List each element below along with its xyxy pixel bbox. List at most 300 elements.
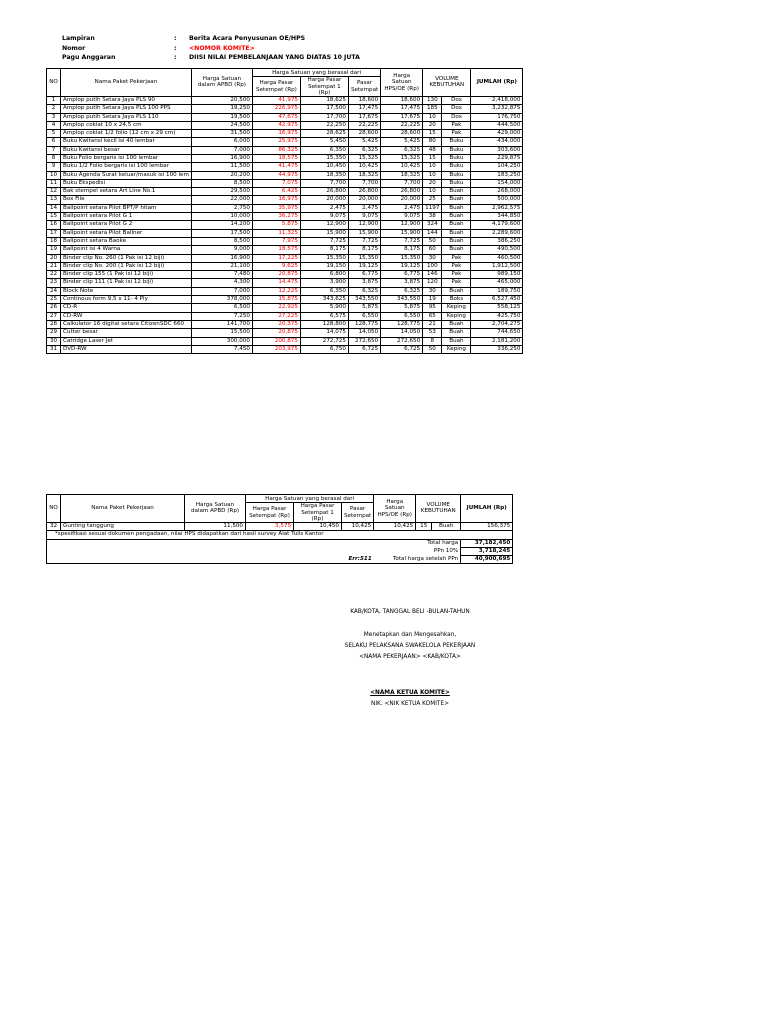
item-name: Amplop coklat 10 x 24,5 cm xyxy=(61,121,192,129)
total-price: 465,000 xyxy=(471,279,523,287)
market-price: 17,225 xyxy=(252,254,300,262)
nomor-label: Nomor xyxy=(62,44,86,52)
apbd-price: 7,000 xyxy=(191,146,252,154)
hps-price: 15,900 xyxy=(381,229,423,237)
market-price: 15,875 xyxy=(252,296,300,304)
approval-line-2: SELAKU PELAKSANA SWAKELOLA PEKERJAAN xyxy=(344,643,476,649)
hps-price: 7,725 xyxy=(381,237,423,245)
quantity: 25 xyxy=(423,196,442,204)
item-name: Amplop putih Setara Jaya PLS 90 xyxy=(61,96,192,104)
table-row xyxy=(47,329,523,337)
after-ppn-value: 40,900,695 xyxy=(461,556,513,564)
market-price: 47,675 xyxy=(252,113,300,121)
col-no: NO xyxy=(47,69,61,97)
market-price-1: 10,450 xyxy=(294,522,342,530)
quantity: 38 xyxy=(423,213,442,221)
total-value: 37,182,450 xyxy=(461,539,513,547)
apbd-price: 22,000 xyxy=(191,196,252,204)
item-name: Binder clip No. 260 (1 Pak isi 12 biji) xyxy=(61,254,192,262)
total-price: 183,250 xyxy=(471,171,523,179)
item-name: DVD-RW xyxy=(61,345,192,353)
unit: Buah xyxy=(442,320,471,328)
market-price-2: 6,325 xyxy=(348,146,380,154)
total-price: 176,750 xyxy=(471,113,523,121)
row-no: 25 xyxy=(47,296,61,304)
market-price-2: 28,600 xyxy=(348,130,380,138)
col-pasar1: Harga Pasar Setempat 1 (Rp) xyxy=(294,503,342,523)
total-price: 386,250 xyxy=(471,237,523,245)
quantity: 95 xyxy=(423,304,442,312)
row-no: 11 xyxy=(47,179,61,187)
total-price: 2,289,600 xyxy=(471,229,523,237)
total-label: Total harga xyxy=(427,539,459,546)
market-price: 18,575 xyxy=(252,154,300,162)
col-jumlah: JUMLAH (Rp) xyxy=(461,495,513,523)
total-price: 4,179,600 xyxy=(471,221,523,229)
hps-price: 6,550 xyxy=(381,312,423,320)
market-price-2: 12,900 xyxy=(348,221,380,229)
market-price: 5,875 xyxy=(252,221,300,229)
quantity: 30 xyxy=(423,254,442,262)
item-name: Block Note xyxy=(61,287,192,295)
item-name: CD-R xyxy=(61,304,192,312)
items-body-2 xyxy=(47,522,513,530)
table-row xyxy=(47,287,523,295)
quantity: 15 xyxy=(423,130,442,138)
col-pasar: Harga Pasar Setempat (Rp) xyxy=(246,503,294,523)
item-name: Buku Ekspedisi xyxy=(61,179,192,187)
total-price: 189,750 xyxy=(471,287,523,295)
market-price-1: 12,900 xyxy=(300,221,348,229)
hps-price: 5,875 xyxy=(381,304,423,312)
unit: Dos xyxy=(442,105,471,113)
market-price: 7,075 xyxy=(252,179,300,187)
items-table xyxy=(46,68,523,354)
table-row xyxy=(47,271,523,279)
apbd-price: 11,500 xyxy=(191,163,252,171)
market-price-2: 10,425 xyxy=(342,522,374,530)
item-name: Binder clip 111 (1 Pak isi 12 biji) xyxy=(61,279,192,287)
row-no: 27 xyxy=(47,312,61,320)
hps-price: 15,350 xyxy=(381,254,423,262)
quantity: 8 xyxy=(423,337,442,345)
quantity: 324 xyxy=(423,221,442,229)
row-no: 8 xyxy=(47,154,61,162)
item-name: Amplop putih Setara Jaya PLS 110 xyxy=(61,113,192,121)
item-name: Gunting tanggung xyxy=(61,522,185,530)
lampiran-value: Berita Acara Penyusunan OE/HPS xyxy=(189,35,306,42)
hps-price: 2,475 xyxy=(381,204,423,212)
total-price: 744,650 xyxy=(471,329,523,337)
apbd-price: 141,700 xyxy=(191,320,252,328)
market-price-1: 5,900 xyxy=(300,304,348,312)
lampiran-row xyxy=(62,34,360,44)
quantity: 120 xyxy=(423,279,442,287)
market-price: 203,975 xyxy=(252,345,300,353)
item-name: Continous form 9,5 x 11- 4 Ply xyxy=(61,296,192,304)
quantity: 50 xyxy=(423,345,442,353)
quantity: 10 xyxy=(423,171,442,179)
hps-price: 20,000 xyxy=(381,196,423,204)
quantity: 10 xyxy=(423,188,442,196)
item-name: Bak stempel setara Art Line No.1 xyxy=(61,188,192,196)
table-row xyxy=(47,213,523,221)
quantity: 60 xyxy=(423,246,442,254)
unit: Buku xyxy=(442,163,471,171)
market-price-2: 17,475 xyxy=(348,105,380,113)
item-name: Binder clip No. 200 (1 Pak isi 12 biji) xyxy=(61,262,192,270)
market-price-1: 15,350 xyxy=(300,254,348,262)
market-price: 9,625 xyxy=(252,262,300,270)
unit: Buah xyxy=(432,522,461,530)
unit: Buah xyxy=(442,221,471,229)
total-price: 429,000 xyxy=(471,130,523,138)
apbd-price: 16,900 xyxy=(191,254,252,262)
table-row xyxy=(47,163,523,171)
col-nama: Nama Paket Pekerjaan xyxy=(61,69,192,97)
market-price-2: 5,425 xyxy=(348,138,380,146)
quantity: 15 xyxy=(423,154,442,162)
item-name: Ballpoint setara Pilot G 1 xyxy=(61,213,192,221)
item-name: Buku Kwitansi besar xyxy=(61,146,192,154)
row-no: 2 xyxy=(47,105,61,113)
table-row xyxy=(47,138,523,146)
total-price: 460,500 xyxy=(471,254,523,262)
market-price-1: 9,075 xyxy=(300,213,348,221)
total-price: 154,000 xyxy=(471,179,523,187)
nomor-value: <NOMOR KOMITE> xyxy=(189,44,255,52)
market-price: 44,975 xyxy=(252,171,300,179)
market-price-2: 15,350 xyxy=(348,254,380,262)
table-row xyxy=(47,237,523,245)
market-price-2: 14,050 xyxy=(348,329,380,337)
quantity: 1197 xyxy=(423,204,442,212)
market-price: 20,375 xyxy=(252,320,300,328)
market-price-2: 128,775 xyxy=(348,320,380,328)
hps-price: 6,325 xyxy=(381,287,423,295)
market-price-2: 8,175 xyxy=(348,246,380,254)
nomor-row xyxy=(62,44,360,54)
market-price: 6,425 xyxy=(252,188,300,196)
unit: Buah xyxy=(442,213,471,221)
total-price: 229,875 xyxy=(471,154,523,162)
unit: Pak xyxy=(442,271,471,279)
committee-head-name: <NAMA KETUA KOMITE> xyxy=(370,690,450,696)
unit: Pak xyxy=(442,262,471,270)
market-price-1: 6,750 xyxy=(300,345,348,353)
item-name: Ballpoint isi 4 Warna xyxy=(61,246,192,254)
approval-line-1: Menetapkan dan Mengesahkan, xyxy=(363,632,457,638)
market-price: 41,475 xyxy=(252,163,300,171)
total-price: 156,375 xyxy=(461,522,513,530)
market-price-1: 17,700 xyxy=(300,113,348,121)
col-hps: Harga Satuan HPS/OE (Rp) xyxy=(381,69,423,97)
market-price-1: 22,250 xyxy=(300,121,348,129)
col-volume: VOLUME KEBUTUHAN xyxy=(416,495,461,523)
apbd-price: 19,500 xyxy=(191,113,252,121)
table-row xyxy=(47,262,523,270)
unit: Buah xyxy=(442,229,471,237)
market-price-2: 26,800 xyxy=(348,188,380,196)
hps-price: 19,125 xyxy=(381,262,423,270)
market-price-2: 2,475 xyxy=(348,204,380,212)
total-price: 6,527,450 xyxy=(471,296,523,304)
market-price-1: 15,350 xyxy=(300,154,348,162)
item-name: Catridge Laser Jet xyxy=(61,337,192,345)
quantity: 100 xyxy=(423,262,442,270)
market-price-1: 7,725 xyxy=(300,237,348,245)
market-price-2: 17,675 xyxy=(348,113,380,121)
item-name: Ballpoint setara Pilot BPT/P hitam xyxy=(61,204,192,212)
total-price: 2,418,000 xyxy=(471,96,523,104)
table-row xyxy=(47,154,523,162)
pagu-label: Pagu Anggaran xyxy=(62,54,116,61)
table-row xyxy=(47,221,523,229)
market-price: 12,225 xyxy=(252,287,300,295)
row-no: 17 xyxy=(47,229,61,237)
unit: Boks xyxy=(442,296,471,304)
market-price: 20,875 xyxy=(252,271,300,279)
market-price-2: 9,075 xyxy=(348,213,380,221)
row-no: 14 xyxy=(47,204,61,212)
market-price-1: 18,625 xyxy=(300,96,348,104)
row-no: 4 xyxy=(47,121,61,129)
row-no: 28 xyxy=(47,320,61,328)
market-price-2: 7,700 xyxy=(348,179,380,187)
hps-price: 17,475 xyxy=(381,105,423,113)
total-price: 500,000 xyxy=(471,196,523,204)
table-row xyxy=(47,179,523,187)
hps-price: 14,050 xyxy=(381,329,423,337)
apbd-price: 7,480 xyxy=(191,271,252,279)
market-price: 7,975 xyxy=(252,237,300,245)
quantity: 20 xyxy=(423,121,442,129)
row-no: 7 xyxy=(47,146,61,154)
note-text: *spesifikasi sesuai dokumen pengadaan, nilai HPS didapatkan dari hasil survey Alat Tulis Kantor xyxy=(47,531,513,539)
row-no: 21 xyxy=(47,262,61,270)
row-no: 15 xyxy=(47,213,61,221)
market-price-2: 3,875 xyxy=(348,279,380,287)
unit: Pak xyxy=(442,279,471,287)
quantity: 65 xyxy=(423,312,442,320)
table-row xyxy=(47,254,523,262)
apbd-price: 10,000 xyxy=(191,213,252,221)
apbd-price: 24,500 xyxy=(191,121,252,129)
col-apbd: Harga Satuan dalam APBD (Rp) xyxy=(191,69,252,97)
apbd-price: 378,000 xyxy=(191,296,252,304)
total-price: 268,000 xyxy=(471,188,523,196)
apbd-price: 2,750 xyxy=(191,204,252,212)
item-name: Buku Kwitansi kecil isi 40 lembar xyxy=(61,138,192,146)
table-row xyxy=(47,196,523,204)
hps-price: 272,650 xyxy=(381,337,423,345)
market-price: 41,975 xyxy=(252,96,300,104)
items-table-2 xyxy=(46,494,513,564)
colon: : xyxy=(174,54,177,61)
row-no: 6 xyxy=(47,138,61,146)
apbd-price: 19,250 xyxy=(191,105,252,113)
col-hps: Harga Satuan HPS/OE (Rp) xyxy=(374,495,416,523)
unit: Buah xyxy=(442,237,471,245)
market-price: 35,975 xyxy=(252,204,300,212)
row-no: 29 xyxy=(47,329,61,337)
apbd-price: 29,500 xyxy=(191,188,252,196)
hps-price: 343,550 xyxy=(381,296,423,304)
table-row xyxy=(47,296,523,304)
apbd-price: 8,500 xyxy=(191,237,252,245)
hps-price: 7,700 xyxy=(381,179,423,187)
market-price-2: 343,550 xyxy=(348,296,380,304)
apbd-price: 7,250 xyxy=(191,312,252,320)
table-row xyxy=(47,204,523,212)
row-no: 20 xyxy=(47,254,61,262)
colon: : xyxy=(174,35,177,42)
market-price: 20,875 xyxy=(252,329,300,337)
ppn-value: 3,718,245 xyxy=(461,547,513,555)
table-row xyxy=(47,312,523,320)
market-price: 18,575 xyxy=(252,246,300,254)
unit: Buku xyxy=(442,154,471,162)
table-row xyxy=(47,96,523,104)
item-name: Buku 1/2 Folio bergaris isi 100 lembar xyxy=(61,163,192,171)
unit: Pak xyxy=(442,121,471,129)
document-header xyxy=(62,34,360,63)
table-row xyxy=(47,522,513,530)
row-no: 23 xyxy=(47,279,61,287)
table-row xyxy=(47,171,523,179)
hps-price: 10,425 xyxy=(374,522,416,530)
row-no: 10 xyxy=(47,171,61,179)
unit: Buah xyxy=(442,188,471,196)
apbd-price: 14,200 xyxy=(191,221,252,229)
unit: Pak xyxy=(442,130,471,138)
market-price-2: 15,325 xyxy=(348,154,380,162)
item-name: Buku Folio bergaris isi 100 lembar xyxy=(61,154,192,162)
unit: Pak xyxy=(442,254,471,262)
unit: Buah xyxy=(442,246,471,254)
total-price: 2,962,575 xyxy=(471,204,523,212)
unit: Buah xyxy=(442,196,471,204)
hps-price: 6,725 xyxy=(381,345,423,353)
total-price: 558,125 xyxy=(471,304,523,312)
hps-price: 5,425 xyxy=(381,138,423,146)
col-apbd: Harga Satuan dalam APBD (Rp) xyxy=(185,495,246,523)
hps-price: 12,900 xyxy=(381,221,423,229)
unit: Buah xyxy=(442,329,471,337)
table-row xyxy=(47,146,523,154)
market-price: 3,575 xyxy=(246,522,294,530)
market-price-2: 18,325 xyxy=(348,171,380,179)
market-price-1: 17,500 xyxy=(300,105,348,113)
apbd-price: 20,200 xyxy=(191,171,252,179)
total-price: 336,250 xyxy=(471,345,523,353)
total-price: 104,250 xyxy=(471,163,523,171)
unit: Dos xyxy=(442,96,471,104)
quantity: 19 xyxy=(423,296,442,304)
apbd-price: 17,500 xyxy=(191,229,252,237)
hps-price: 18,325 xyxy=(381,171,423,179)
market-price-1: 10,450 xyxy=(300,163,348,171)
total-price: 3,232,875 xyxy=(471,105,523,113)
col-volume: VOLUME KEBUTUHAN xyxy=(423,69,471,97)
item-name: Calkulator 16 digital setara CitizenSDC 660 xyxy=(61,320,192,328)
total-price: 1,912,500 xyxy=(471,262,523,270)
totals-body xyxy=(47,531,513,564)
item-name: Box File xyxy=(61,196,192,204)
market-price: 200,875 xyxy=(252,337,300,345)
market-price-2: 15,900 xyxy=(348,229,380,237)
market-price-2: 20,000 xyxy=(348,196,380,204)
quantity: 48 xyxy=(423,146,442,154)
lampiran-label: Lampiran xyxy=(62,35,95,42)
table-row xyxy=(47,246,523,254)
market-price: 27,225 xyxy=(252,312,300,320)
hps-price: 17,675 xyxy=(381,113,423,121)
hps-price: 28,600 xyxy=(381,130,423,138)
row-no: 31 xyxy=(47,345,61,353)
market-price-1: 19,150 xyxy=(300,262,348,270)
market-price: 22,925 xyxy=(252,304,300,312)
quantity: 10 xyxy=(423,163,442,171)
place-date: KAB/KOTA, TANGGAL BELI -BULAN-TAHUN xyxy=(350,609,470,615)
market-price: 42,975 xyxy=(252,121,300,129)
apbd-price: 9,000 xyxy=(191,246,252,254)
unit: Buku xyxy=(442,179,471,187)
hps-price: 8,175 xyxy=(381,246,423,254)
total-price: 2,181,200 xyxy=(471,337,523,345)
apbd-price: 6,500 xyxy=(191,304,252,312)
quantity: 80 xyxy=(423,138,442,146)
table-row xyxy=(47,337,523,345)
err-label: Err:511 xyxy=(342,556,374,564)
market-price: 14,475 xyxy=(252,279,300,287)
unit: Keping xyxy=(442,304,471,312)
total-price: 2,704,275 xyxy=(471,320,523,328)
market-price-2: 5,875 xyxy=(348,304,380,312)
row-no: 16 xyxy=(47,221,61,229)
pagu-value: DIISI NILAI PEMBELANJAAN YANG DIATAS 10 JUTA xyxy=(189,54,360,61)
hps-price: 3,875 xyxy=(381,279,423,287)
market-price-1: 8,175 xyxy=(300,246,348,254)
apbd-price: 20,500 xyxy=(191,96,252,104)
hps-price: 9,075 xyxy=(381,213,423,221)
market-price-2: 19,125 xyxy=(348,262,380,270)
approval-line-3: <NAMA PEKERJAAN> <KAB/KOTA> xyxy=(359,654,461,660)
apbd-price: 4,300 xyxy=(191,279,252,287)
apbd-price: 7,000 xyxy=(191,287,252,295)
col-jumlah: JUMLAH (Rp) xyxy=(471,69,523,97)
hps-price: 6,325 xyxy=(381,146,423,154)
table-row xyxy=(47,229,523,237)
market-price-1: 5,450 xyxy=(300,138,348,146)
item-name: Binder clip 155 (1 Pak isi 12 biji) xyxy=(61,271,192,279)
market-price-1: 18,350 xyxy=(300,171,348,179)
item-name: Cutter besar xyxy=(61,329,192,337)
market-price-2: 7,725 xyxy=(348,237,380,245)
market-price-1: 2,475 xyxy=(300,204,348,212)
quantity: 130 xyxy=(423,96,442,104)
hps-price: 10,425 xyxy=(381,163,423,171)
market-price-1: 26,800 xyxy=(300,188,348,196)
market-price: 86,325 xyxy=(252,146,300,154)
hps-price: 18,600 xyxy=(381,96,423,104)
table-row xyxy=(47,279,523,287)
after-ppn-label: Total harga setelah PPn xyxy=(374,556,461,564)
market-price-2: 272,650 xyxy=(348,337,380,345)
market-price: 226,975 xyxy=(252,105,300,113)
unit: Buah xyxy=(442,287,471,295)
row-no: 9 xyxy=(47,163,61,171)
